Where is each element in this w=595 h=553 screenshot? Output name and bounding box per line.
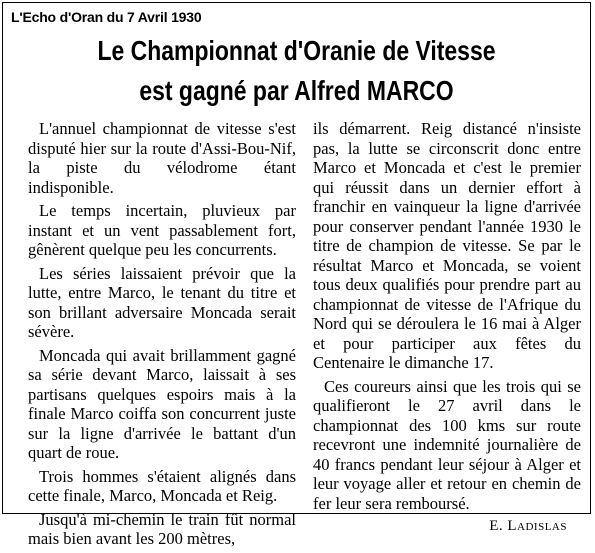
article-column-right	[313, 119, 581, 537]
headline-line-2: est gagné par Alfred MARCO	[139, 75, 454, 106]
article-column-left	[28, 119, 296, 553]
article-paragraph: Les séries laissaient prévoir que la lutte, entre Marco, le tenant du titre et son brillant adversaire Moncada serait sévère.	[28, 263, 296, 341]
newspaper-clipping	[2, 2, 591, 548]
article-paragraph: Ces coureurs ainsi que les trois qui se qualifieront le 27 avril dans le championnat des 100 kms sur route recevront une indemnité journalière de 40 francs pendant leur séjour à Alger et leur voyage aller et retour en chemin de fer leur sera remboursé.	[313, 376, 581, 513]
article-paragraph: L'annuel championnat de vitesse s'est disputé hier sur la route d'Assi-Bou-Nif, la piste du vélodrome étant indisponible.	[28, 119, 296, 197]
article-paragraph: Jusqu'à mi-chemin le train fût normal mais bien avant les 200 mètres,	[28, 509, 296, 548]
article-paragraph: Trois hommes s'étaient alignés dans cette finale, Marco, Moncada et Reig.	[28, 466, 296, 505]
article-paragraph: Le temps incertain, pluvieux par instant et un vent passablement fort, gênèrent quelque peu les concurrents.	[28, 201, 296, 259]
article-paragraph: ils démarrent. Reig distancé n'insiste pas, la lutte se circonscrit donc entre Marco et Moncada et c'est le premier qui réussit dans un dernier effort à franchir en vainqueur la ligne d'arrivée pour conserver pendant l'année 1930 le titre de champion de vitesse. Se par le résultat Marco et Moncada, se voient tous deux qualifiés pour prendre part au championnat de vitesse de l'Afrique du Nord qui se déroulera le 16 mai à Alger et pour participer aux fêtes du Centenaire le dimanche 17.	[313, 119, 581, 372]
author-signature: E. Ladislas	[489, 518, 567, 534]
source-line: L'Echo d'Oran du 7 Avril 1930	[11, 9, 202, 25]
article-paragraph: Moncada qui avait brillamment gagné sa série devant Marco, laissait à ses partisans quelques espoirs mais à la finale Marco coiffa son concurrent juste sur la ligne d'arrivée le battant d'un quart de roue.	[28, 345, 296, 462]
headline-line-1: Le Championnat d'Oranie de Vitesse	[97, 35, 496, 66]
